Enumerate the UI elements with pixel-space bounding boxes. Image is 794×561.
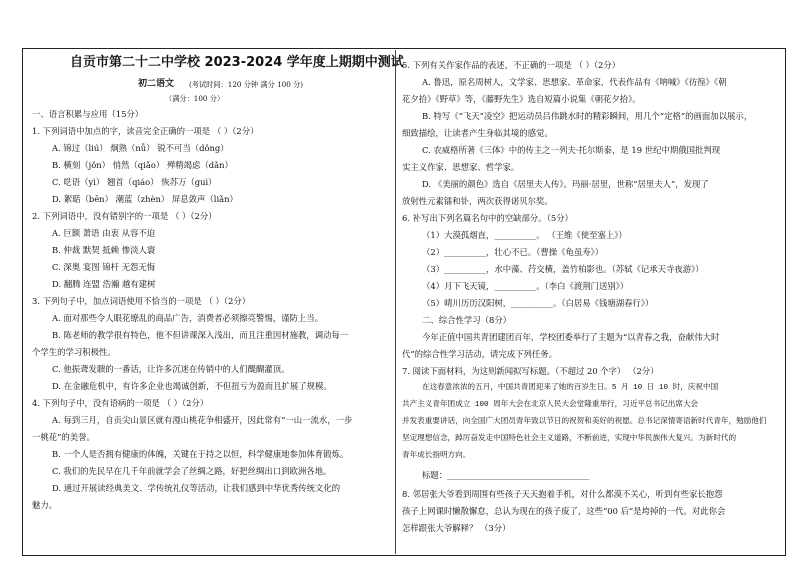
option: A. 鲁迅，原名周树人，文学家、思想家、革命家，代表作品有《呐喊》《彷徨》《朝 — [422, 77, 727, 87]
question-5: 5. 下列有关作家作品的表述，不正确的一项是 （ ）（2分） — [402, 60, 621, 70]
option-continued: 个学生的学习积极性。 — [32, 347, 116, 357]
question-3: 3. 下列句子中，加点词语使用不恰当的一项是 （ ）（2分） — [32, 296, 251, 306]
blank-line: （5）晴川历历汉阳树，__________。（白居易《钱塘湖春行》） — [422, 298, 654, 308]
news-text: 共产主义青年团成立 100 周年大会在北京人民大会堂隆重举行，习近平总书记出席大会 — [402, 401, 699, 409]
exam-info: (考试时间：120 分钟 满分 100 分) — [189, 80, 304, 89]
question-1: 1. 下列词语中加点的字，读音完全正确的一项是 （ ）（2分） — [32, 126, 259, 136]
option: B. 一个人是否拥有健康的体魄，关键在于持之以恒，科学健康地参加体育锻炼。 — [52, 449, 349, 459]
blank-line: （2）__________，壮心不已。（曹操《龟虽寿》） — [422, 247, 604, 257]
option-continued: 放射性元素镭和钋，两次获得诺贝尔奖。 — [402, 196, 553, 206]
question-4: 4. 下列句子中，没有语病的一项是 （ ）（2分） — [32, 398, 209, 408]
option: C. 呓语（yì） 翘首（qiáo） 恢苏万（guì） — [52, 177, 217, 187]
option: A. 每到三月，自贡尖山景区就有漫山桃花争相盛开，因此常有“一山一流水，一步 — [52, 415, 353, 425]
option-continued: 实主义作家、思想家、哲学家。 — [402, 162, 520, 172]
option: C. 农威格所著《三体》中的传主之一列夫·托尔斯泰，是 19 世纪中期俄国批判现 — [422, 145, 721, 155]
option: A. 锦过（liú） 炯熟（nǚ） 锐不可当（dǒng） — [52, 143, 229, 153]
section-heading: 二、综合性学习（8分） — [422, 315, 512, 325]
blank-line: （4）月下飞天镜，__________。（李白《渡荆门送别》） — [422, 281, 629, 291]
question-8-continued: 怎样跟张大爷解释？ （3分） — [402, 523, 511, 533]
news-text: 青年成长指明方向。 — [402, 452, 471, 460]
option: D. 《美丽的颜色》选自《居里夫人传》。玛丽·居里，世称“居里夫人”，发现了 — [422, 179, 709, 189]
option-continued: 魅力。 — [32, 500, 58, 510]
option: A. 巨额 萧语 由衷 从容不迫 — [52, 228, 156, 238]
option: D. 絮聒（bēn） 潮蓝（zhèn） 屏息敛声（liǎn） — [52, 194, 238, 204]
option: D. 翻腾 连盟 浩瀚 越有建树 — [52, 279, 156, 289]
option: C. 我们的先民早在几千年前就学会了丝绸之路，好把丝绸出口到欧洲各地。 — [52, 466, 332, 476]
exam-subtitle: 初二语文 — [138, 79, 175, 89]
option: B. 陈老师的教学很有特色，他不但讲课深入浅出，而且注重因材施教，调动每一 — [52, 330, 349, 340]
question-8: 8. 邻居张大爷看到周围有些孩子天天抱着手机，对什么都漠不关心，听到有些家长抱怨 — [402, 489, 723, 499]
option: B. 横刻（jǒn） 悄然（qiǎo） 殚精竭虑（dǎn） — [52, 160, 233, 170]
option: D. 通过开展读经典美文、学传统礼仪等活动，让我们感到中华优秀传统文化的 — [52, 483, 341, 493]
question-7: 7. 阅读下面材料，为这则新闻拟写标题。（不超过 20 个字） （2分） — [402, 366, 659, 376]
option: A. 面对那些令人眼花缭乱的商品广告，消费者必须擦亮警惕，谨防上当。 — [52, 313, 323, 323]
exam-score: （满分：100 分） — [165, 94, 225, 103]
blank-line: （3）__________，水中藻、荇交横，盖竹柏影也。（苏轼《记承天寺夜游》） — [422, 264, 704, 274]
paragraph: 代”的综合性学习活动，请完成下列任务。 — [402, 349, 558, 359]
column-divider — [395, 50, 396, 554]
news-text: 并发表重要讲话，向全国广大团员青年致以节日的祝贺和美好的祝愿。总书记深情寄语新时代青年，勉励他们 — [402, 418, 767, 426]
option: D. 在金融危机中，有许多企业也竭诚创新，不但扭亏为盈而且扩展了规模。 — [52, 381, 332, 391]
option: B. 特写《“飞天”凌空》把运动员吕伟跳水时的精彩瞬间，用几个“定格”的画面加以展示， — [422, 111, 753, 121]
news-text: 在这春意浓浓的五月，中国共青团迎来了她的百岁生日。5 月 10 日 10 时，庆祝中国 — [422, 384, 719, 392]
option-continued: 花夕拾》《野草》等，《藤野先生》选自短篇小说集《朝花夕拾》。 — [402, 94, 641, 104]
question-8-continued: 孩子上网课时懒散懈怠，总认为现在的孩子废了，这些“00 后”是垮掉的一代。对此你会 — [402, 506, 726, 516]
news-text: 坚定理想信念，踔厉奋发走中国特色社会主义道路，不断前进，实现中华民族伟大复兴。为新时代的 — [402, 435, 737, 443]
section-heading: 一、语言积累与应用（15分） — [32, 109, 144, 119]
answer-title-line[interactable]: 标题：__________________________________ — [422, 470, 590, 480]
paragraph: 今年正值中国共青团建团百年，学校团委举行了主题为“以青春之我，奋献伟大时 — [422, 332, 720, 342]
option: B. 仲裁 默契 抵赖 惨淡人寰 — [52, 245, 156, 255]
exam-title: 自贡市第二十二中学校 2023-2024 学年度上期期中测试 — [70, 55, 404, 70]
blank-line: （1）大漠孤烟直，__________。 （王维《使至塞上》） — [422, 230, 627, 240]
question-6: 6. 补写出下列名篇名句中的空缺部分。（5分） — [402, 213, 573, 223]
question-2: 2. 下列词语中，没有错别字的一项是 （ ）（2分） — [32, 211, 217, 221]
option-continued: 一桃花”的美誉。 — [32, 432, 95, 442]
option-continued: 细致描绘，让读者产生身临其境的感觉。 — [402, 128, 553, 138]
option: C. 他振聋发聩的一番话，让许多沉迷在传销中的人们醍醐灌顶。 — [52, 364, 290, 374]
option: C. 深奥 宴图 锦杆 无怨无悔 — [52, 262, 156, 272]
